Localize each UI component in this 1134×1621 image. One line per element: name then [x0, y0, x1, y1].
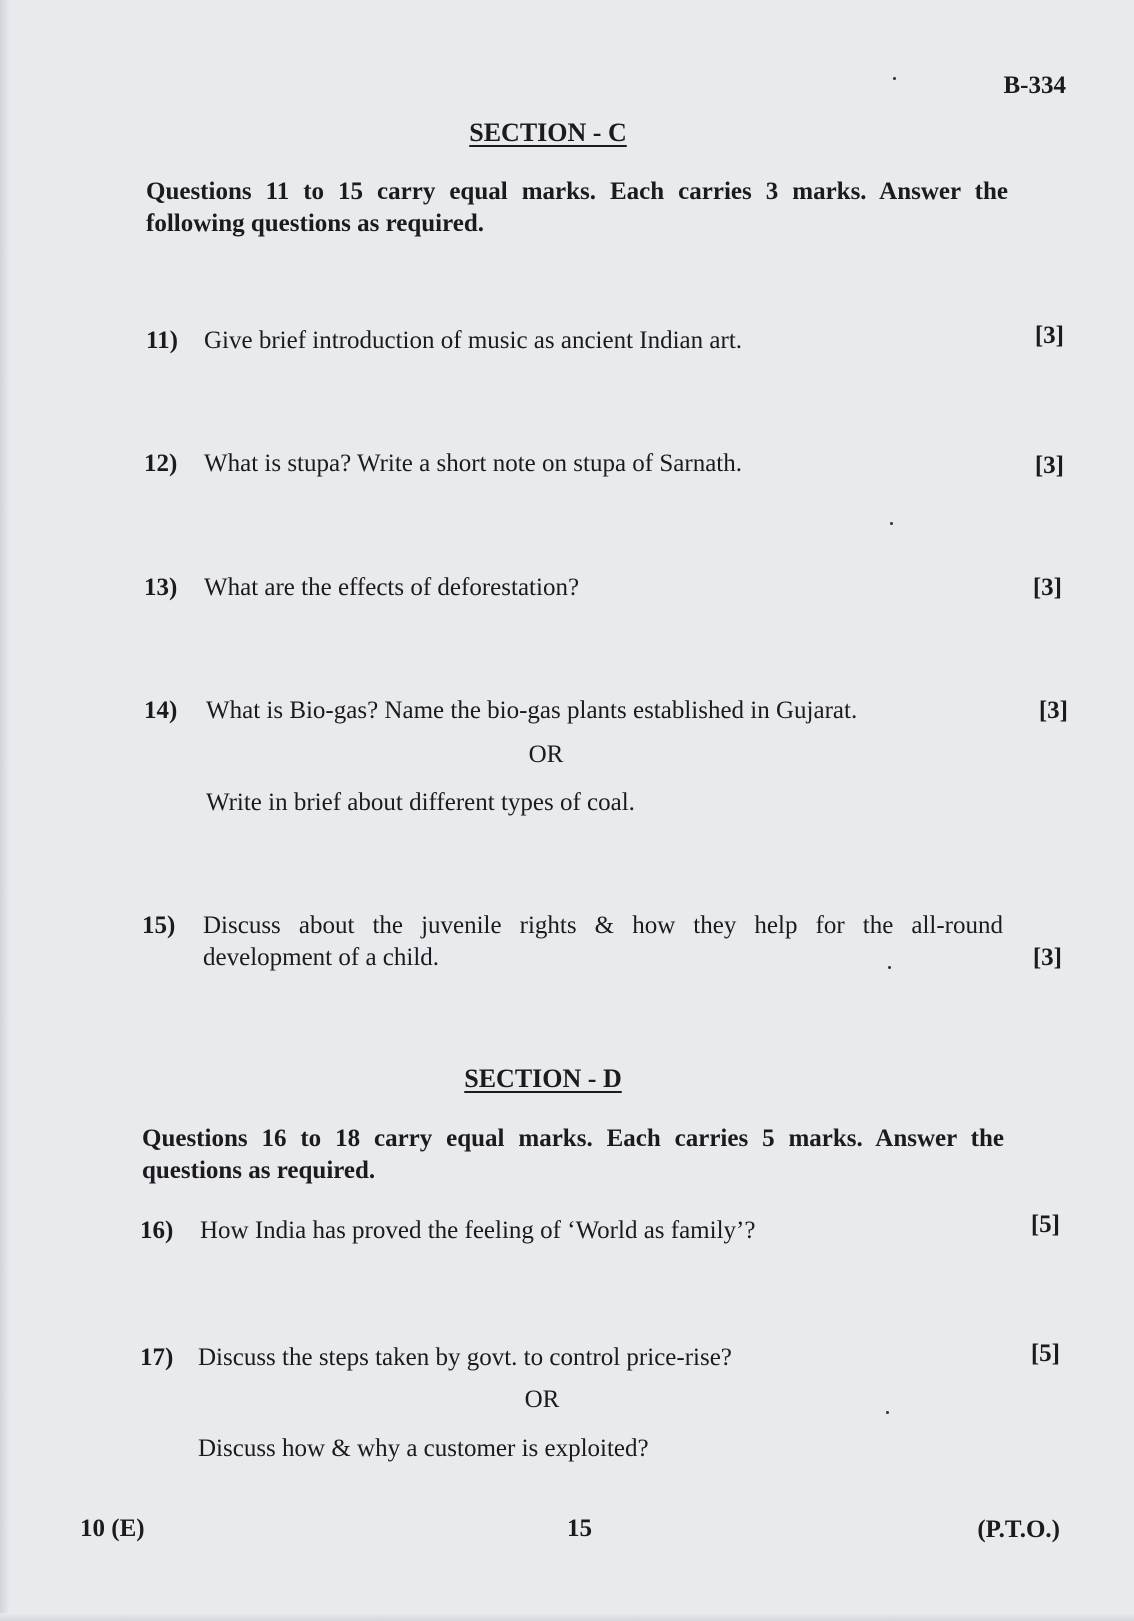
question-marks: [3]: [1034, 322, 1064, 349]
page-number: 15: [567, 1515, 592, 1542]
scan-speck: [888, 966, 891, 969]
question-number: 12): [144, 450, 178, 477]
scan-speck: [886, 1411, 889, 1414]
footer-pto: (P.T.O.): [977, 1516, 1060, 1543]
question-number: 14): [144, 697, 178, 724]
scan-speck: [893, 77, 896, 80]
page-bottom-shadow: [0, 1613, 1134, 1621]
paper-code: B-334: [1003, 72, 1066, 99]
question-text: What is stupa? Write a short note on stupa of Sarnath.: [204, 450, 742, 477]
question-marks: [3]: [1032, 944, 1062, 971]
scan-speck: [890, 522, 893, 525]
page-edge-shadow: [0, 0, 10, 1621]
question-number: 15): [142, 912, 176, 939]
question-alternative-text: Discuss how & why a customer is exploited?: [198, 1435, 649, 1462]
question-number: 17): [140, 1344, 174, 1371]
section-d-title: SECTION - D: [464, 1064, 622, 1093]
or-separator: OR: [528, 741, 564, 768]
question-number: 13): [144, 574, 178, 601]
question-marks: [3]: [1032, 574, 1062, 601]
section-c-instructions: Questions 11 to 15 carry equal marks. Each carries 3 marks. Answer the following questions as required.: [146, 178, 1008, 237]
question-text-line-1: Discuss about the juvenile rights & how they help for the all-round: [203, 912, 1003, 939]
question-marks: [5]: [1030, 1340, 1060, 1367]
question-text: What is Bio-gas? Name the bio-gas plants established in Gujarat.: [206, 697, 858, 724]
question-text-line-2: development of a child.: [203, 944, 440, 971]
section-c-title: SECTION - C: [469, 118, 627, 147]
question-number: 11): [146, 327, 178, 354]
question-alternative-text: Write in brief about different types of coal.: [206, 789, 635, 816]
question-text: Discuss the steps taken by govt. to control price-rise?: [198, 1344, 732, 1371]
question-text: What are the effects of deforestation?: [204, 574, 580, 601]
section-d-instructions: Questions 16 to 18 carry equal marks. Each carries 5 marks. Answer the questions as required.: [142, 1125, 1004, 1184]
question-text: Give brief introduction of music as ancient Indian art.: [204, 327, 743, 354]
question-marks: [3]: [1034, 452, 1064, 479]
question-marks: [3]: [1038, 697, 1068, 724]
question-marks: [5]: [1030, 1211, 1060, 1238]
footer-subject-code: 10 (E): [80, 1515, 145, 1542]
question-text: How India has proved the feeling of ‘World as family’?: [200, 1217, 756, 1244]
or-separator: OR: [524, 1386, 560, 1413]
question-number: 16): [140, 1217, 174, 1244]
